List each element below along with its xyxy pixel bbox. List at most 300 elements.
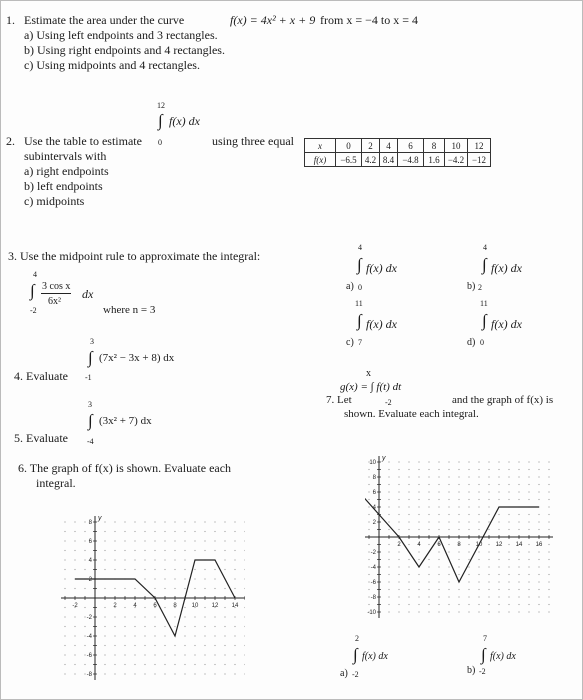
grid-dot	[468, 514, 469, 515]
grid-dot	[398, 484, 399, 485]
grid-dot	[458, 514, 459, 515]
grid-dot	[518, 514, 519, 515]
grid-dot	[448, 551, 449, 552]
grid-dot	[538, 604, 539, 605]
grid-dot	[104, 569, 105, 570]
grid-dot	[498, 476, 499, 477]
grid-dot	[438, 506, 439, 507]
grid-dot	[388, 589, 389, 590]
grid-dot	[468, 611, 469, 612]
grid-dot	[448, 566, 449, 567]
grid-dot	[204, 521, 205, 522]
grid-dot	[164, 673, 165, 674]
q2-integrand: f(x) dx	[169, 114, 200, 128]
grid-dot	[488, 589, 489, 590]
integral-c-label: c)	[346, 337, 354, 348]
grid-dot	[518, 484, 519, 485]
grid-dot	[438, 551, 439, 552]
x-tick-label: 4	[133, 603, 137, 609]
q4-integrand: (7x² − 3x + 8) dx	[99, 352, 175, 364]
grid-dot	[538, 589, 539, 590]
grid-dot	[224, 588, 225, 589]
grid-dot	[388, 544, 389, 545]
grid-dot	[478, 499, 479, 500]
grid-dot	[398, 559, 399, 560]
grid-dot	[74, 588, 75, 589]
integral-d-sign: ∫	[482, 311, 487, 330]
grid-dot	[478, 484, 479, 485]
grid-dot	[498, 611, 499, 612]
grid-dot	[204, 607, 205, 608]
grid-dot	[458, 506, 459, 507]
y-tick-label: -2	[370, 550, 376, 556]
x-tick-label: 10	[475, 542, 483, 548]
grid-dot	[368, 604, 369, 605]
grid-dot	[124, 588, 125, 589]
grid-dot	[398, 566, 399, 567]
y-tick-label: -8	[86, 672, 92, 678]
grid-dot	[478, 604, 479, 605]
grid-dot	[144, 645, 145, 646]
grid-dot	[438, 611, 439, 612]
grid-dot	[548, 529, 549, 530]
grid-dot	[64, 654, 65, 655]
grid-dot	[488, 476, 489, 477]
grid-dot	[488, 574, 489, 575]
grid-dot	[488, 521, 489, 522]
grid-dot	[184, 521, 185, 522]
grid-dot	[478, 596, 479, 597]
grid-dot	[104, 521, 105, 522]
grid-dot	[114, 626, 115, 627]
grid-dot	[154, 559, 155, 560]
grid-dot	[398, 604, 399, 605]
grid-dot	[244, 550, 245, 551]
grid-dot	[448, 484, 449, 485]
grid-dot	[428, 596, 429, 597]
x-tick-label: 2	[113, 603, 117, 609]
grid-dot	[144, 673, 145, 674]
grid-dot	[498, 469, 499, 470]
grid-dot	[498, 581, 499, 582]
grid-dot	[488, 491, 489, 492]
grid-dot	[488, 499, 489, 500]
grid-dot	[418, 581, 419, 582]
grid-dot	[418, 596, 419, 597]
grid-dot	[114, 531, 115, 532]
grid-dot	[508, 476, 509, 477]
grid-dot	[388, 581, 389, 582]
grid-dot	[488, 596, 489, 597]
grid-dot	[528, 604, 529, 605]
integral-b-sign: ∫	[482, 255, 487, 274]
q2-part-a: a) right endpoints	[24, 164, 109, 178]
grid-dot	[428, 559, 429, 560]
grid-dot	[234, 664, 235, 665]
q3-denominator: 6x²	[48, 296, 61, 307]
grid-dot	[154, 531, 155, 532]
grid-dot	[458, 589, 459, 590]
grid-dot	[154, 673, 155, 674]
grid-dot	[244, 521, 245, 522]
grid-dot	[194, 635, 195, 636]
grid-dot	[398, 574, 399, 575]
q3-upper-limit: 4	[33, 270, 37, 279]
grid-dot	[388, 566, 389, 567]
grid-dot	[104, 559, 105, 560]
grid-dot	[518, 596, 519, 597]
table-cell: −4.2	[445, 153, 468, 167]
grid-dot	[64, 550, 65, 551]
grid-dot	[74, 645, 75, 646]
grid-dot	[234, 569, 235, 570]
grid-dot	[538, 521, 539, 522]
grid-dot	[468, 566, 469, 567]
grid-dot	[538, 581, 539, 582]
grid-dot	[388, 596, 389, 597]
grid-dot	[214, 521, 215, 522]
grid-dot	[144, 626, 145, 627]
x-tick-label: 6	[437, 542, 441, 548]
grid-dot	[478, 529, 479, 530]
q1-function: f(x) = 4x² + x + 9	[230, 13, 316, 27]
grid-dot	[408, 461, 409, 462]
grid-dot	[368, 484, 369, 485]
grid-dot	[124, 559, 125, 560]
grid-dot	[234, 645, 235, 646]
grid-dot	[234, 559, 235, 560]
grid-dot	[428, 566, 429, 567]
grid-dot	[134, 673, 135, 674]
grid-dot	[418, 611, 419, 612]
grid-dot	[204, 569, 205, 570]
table-cell: 8.4	[380, 153, 398, 167]
grid-dot	[368, 476, 369, 477]
grid-dot	[388, 551, 389, 552]
grid-dot	[458, 566, 459, 567]
grid-dot	[144, 654, 145, 655]
grid-dot	[478, 559, 479, 560]
grid-dot	[64, 673, 65, 674]
x-tick-label: 2	[397, 542, 401, 548]
integral-b-label: b)	[467, 281, 476, 292]
q6-text: 6. The graph of f(x) is shown. Evaluate each	[18, 461, 232, 475]
grid-dot	[528, 596, 529, 597]
grid-dot	[174, 550, 175, 551]
y-tick-label: -4	[86, 634, 92, 640]
grid-dot	[174, 569, 175, 570]
grid-dot	[134, 588, 135, 589]
grid-dot	[194, 531, 195, 532]
grid-dot	[84, 531, 85, 532]
grid-dot	[114, 654, 115, 655]
grid-dot	[124, 531, 125, 532]
grid-dot	[428, 506, 429, 507]
grid-dot	[164, 578, 165, 579]
integral-c-upper: 11	[355, 299, 363, 308]
q1-part-b: b) Using right endpoints and 4 rectangles.	[24, 43, 225, 57]
grid-dot	[508, 544, 509, 545]
grid-dot	[64, 521, 65, 522]
grid-dot	[498, 596, 499, 597]
grid-dot	[548, 484, 549, 485]
grid-dot	[528, 574, 529, 575]
grid-dot	[518, 559, 519, 560]
grid-dot	[438, 529, 439, 530]
y-tick-label: -10	[367, 610, 376, 616]
grid-dot	[448, 506, 449, 507]
grid-dot	[104, 616, 105, 617]
y-axis-label: y	[98, 515, 102, 522]
grid-dot	[488, 604, 489, 605]
grid-dot	[184, 559, 185, 560]
grid-dot	[124, 569, 125, 570]
grid-dot	[84, 521, 85, 522]
grid-dot	[418, 491, 419, 492]
grid-dot	[458, 521, 459, 522]
q7-text: and the graph of f(x) is	[452, 394, 554, 406]
grid-dot	[498, 491, 499, 492]
y-tick-label: 4	[372, 505, 376, 511]
integral-d-label: d)	[467, 337, 476, 348]
grid-dot	[468, 589, 469, 590]
grid-dot	[164, 540, 165, 541]
grid-dot	[518, 499, 519, 500]
table-cell: 8	[424, 139, 445, 153]
table-cell: 0	[336, 139, 362, 153]
grid-dot	[478, 469, 479, 470]
grid-dot	[134, 550, 135, 551]
grid-dot	[244, 635, 245, 636]
grid-dot	[184, 635, 185, 636]
grid-dot	[174, 531, 175, 532]
grid-dot	[388, 574, 389, 575]
grid-dot	[154, 521, 155, 522]
grid-dot	[478, 581, 479, 582]
grid-dot	[438, 469, 439, 470]
grid-dot	[174, 588, 175, 589]
grid-dot	[518, 581, 519, 582]
q4-lower-limit: -1	[85, 373, 92, 382]
q4-upper-limit: 3	[90, 337, 94, 346]
grid-dot	[154, 616, 155, 617]
grid-dot	[508, 611, 509, 612]
grid-dot	[164, 654, 165, 655]
grid-dot	[84, 635, 85, 636]
integral-d-lower: 0	[480, 338, 484, 347]
grid-dot	[448, 574, 449, 575]
grid-dot	[408, 529, 409, 530]
grid-dot	[74, 521, 75, 522]
grid-dot	[518, 551, 519, 552]
grid-dot	[234, 588, 235, 589]
grid-dot	[368, 544, 369, 545]
grid-dot	[418, 604, 419, 605]
grid-dot	[84, 616, 85, 617]
grid-dot	[448, 461, 449, 462]
grid-dot	[244, 540, 245, 541]
grid-dot	[214, 654, 215, 655]
grid-dot	[528, 514, 529, 515]
grid-dot	[548, 596, 549, 597]
grid-dot	[548, 566, 549, 567]
grid-dot	[124, 664, 125, 665]
grid-dot	[64, 616, 65, 617]
q7-lower-limit: -2	[385, 398, 392, 407]
grid-dot	[508, 514, 509, 515]
grid-dot	[234, 550, 235, 551]
grid-dot	[194, 664, 195, 665]
grid-dot	[498, 514, 499, 515]
grid-dot	[64, 569, 65, 570]
grid-dot	[224, 664, 225, 665]
grid-dot	[84, 645, 85, 646]
grid-dot	[134, 540, 135, 541]
grid-dot	[144, 531, 145, 532]
grid-dot	[204, 635, 205, 636]
grid-dot	[458, 559, 459, 560]
grid-dot	[204, 588, 205, 589]
grid-dot	[194, 616, 195, 617]
grid-dot	[214, 578, 215, 579]
grid-dot	[498, 461, 499, 462]
grid-dot	[448, 529, 449, 530]
grid-dot	[528, 551, 529, 552]
grid-dot	[84, 607, 85, 608]
grid-dot	[124, 635, 125, 636]
grid-dot	[114, 616, 115, 617]
grid-dot	[64, 635, 65, 636]
grid-dot	[508, 604, 509, 605]
grid-dot	[538, 611, 539, 612]
grid-dot	[458, 499, 459, 500]
grid-dot	[114, 540, 115, 541]
grid-dot	[548, 581, 549, 582]
q1-number: 1.	[6, 13, 15, 27]
grid-dot	[184, 607, 185, 608]
grid-dot	[528, 499, 529, 500]
grid-dot	[234, 521, 235, 522]
q1-part-a: a) Using left endpoints and 3 rectangles.	[24, 28, 218, 42]
q7-integral-b-label: b)	[467, 665, 476, 676]
grid-dot	[478, 574, 479, 575]
grid-dot	[174, 578, 175, 579]
x-tick-label: 8	[173, 603, 177, 609]
grid-dot	[488, 559, 489, 560]
grid-dot	[164, 569, 165, 570]
x-tick-label: 16	[535, 542, 543, 548]
grid-dot	[398, 469, 399, 470]
grid-dot	[204, 645, 205, 646]
integral-b-integrand: f(x) dx	[491, 261, 522, 275]
grid-dot	[478, 551, 479, 552]
grid-dot	[548, 461, 549, 462]
grid-dot	[518, 611, 519, 612]
integral-a-sign: ∫	[357, 255, 362, 274]
integral-c-sign: ∫	[357, 311, 362, 330]
grid-dot	[408, 604, 409, 605]
grid-dot	[368, 574, 369, 575]
grid-dot	[184, 645, 185, 646]
grid-dot	[368, 581, 369, 582]
grid-dot	[244, 626, 245, 627]
grid-dot	[538, 559, 539, 560]
grid-dot	[478, 506, 479, 507]
y-tick-label: -6	[86, 653, 92, 659]
grid-dot	[548, 551, 549, 552]
grid-dot	[64, 531, 65, 532]
grid-dot	[164, 531, 165, 532]
grid-dot	[438, 521, 439, 522]
grid-dot	[468, 491, 469, 492]
y-tick-label: 2	[372, 520, 376, 526]
grid-dot	[428, 529, 429, 530]
grid-dot	[224, 569, 225, 570]
y-tick-label: 4	[88, 558, 92, 564]
grid-dot	[548, 506, 549, 507]
grid-dot	[64, 645, 65, 646]
q7-g-definition: g(x) = ∫ f(t) dt	[340, 381, 402, 393]
grid-dot	[114, 569, 115, 570]
grid-dot	[488, 544, 489, 545]
grid-dot	[84, 569, 85, 570]
grid-dot	[498, 574, 499, 575]
grid-dot	[408, 566, 409, 567]
grid-dot	[438, 589, 439, 590]
grid-dot	[234, 540, 235, 541]
grid-dot	[548, 559, 549, 560]
grid-dot	[184, 664, 185, 665]
grid-dot	[408, 469, 409, 470]
grid-dot	[224, 673, 225, 674]
grid-dot	[458, 491, 459, 492]
grid-dot	[418, 499, 419, 500]
grid-dot	[508, 559, 509, 560]
grid-dot	[124, 654, 125, 655]
q2-lower-limit: 0	[158, 138, 162, 147]
grid-dot	[244, 616, 245, 617]
grid-dot	[468, 581, 469, 582]
y-tick-label: 6	[88, 539, 92, 545]
grid-dot	[134, 654, 135, 655]
grid-dot	[184, 550, 185, 551]
grid-dot	[398, 581, 399, 582]
grid-dot	[398, 514, 399, 515]
q3-lower-limit: -2	[30, 306, 37, 315]
grid-dot	[518, 589, 519, 590]
grid-dot	[428, 589, 429, 590]
grid-dot	[164, 645, 165, 646]
grid-dot	[64, 588, 65, 589]
grid-dot	[244, 654, 245, 655]
grid-dot	[518, 521, 519, 522]
grid-dot	[214, 626, 215, 627]
grid-dot	[134, 559, 135, 560]
grid-dot	[194, 521, 195, 522]
grid-dot	[214, 664, 215, 665]
grid-dot	[458, 596, 459, 597]
grid-dot	[368, 596, 369, 597]
grid-dot	[368, 589, 369, 590]
table-cell: −4.8	[398, 153, 424, 167]
y-tick-label: -2	[86, 615, 92, 621]
grid-dot	[104, 635, 105, 636]
grid-dot	[388, 506, 389, 507]
q7-integral-b-lower: -2	[479, 667, 486, 676]
table-cell: 4.2	[362, 153, 380, 167]
grid-dot	[438, 484, 439, 485]
grid-dot	[488, 529, 489, 530]
